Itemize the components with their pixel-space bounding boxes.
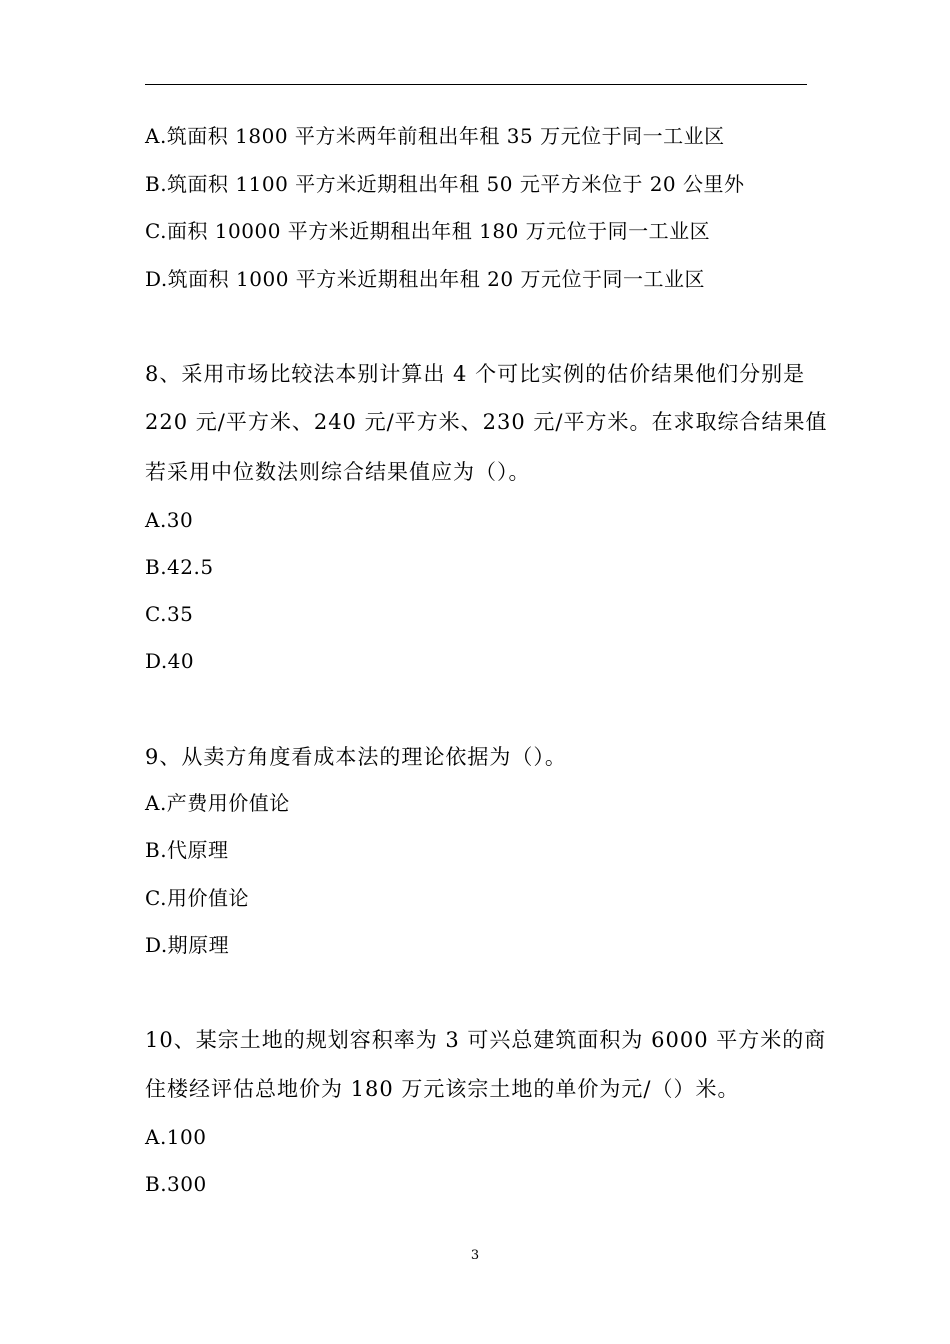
- question-9-option-c: C.用价值论: [145, 886, 249, 910]
- question-10-option-a: A.100: [145, 1125, 207, 1149]
- question-8-option-d: D.40: [145, 649, 195, 673]
- question-8-option-c: C.35: [145, 602, 194, 626]
- question-9-option-b: B.代原理: [145, 838, 229, 862]
- question-8-line-3: 若采用中位数法则综合结果值应为（）。: [145, 460, 531, 484]
- question-8-option-a: A.30: [145, 508, 194, 532]
- prev-option-b: B.筑面积 1100 平方米近期租出年租 50 元平方米位于 20 公里外: [145, 172, 745, 196]
- prev-option-a: A.筑面积 1800 平方米两年前租出年租 35 万元位于同一工业区: [145, 124, 725, 148]
- question-10-line-1: 10、某宗土地的规划容积率为 3 可兴总建筑面积为 6000 平方米的商: [145, 1028, 827, 1052]
- question-9-line-1: 9、从卖方角度看成本法的理论依据为（）。: [145, 745, 567, 769]
- question-8-line-1: 8、采用市场比较法本别计算出 4 个可比实例的估价结果他们分别是: [145, 362, 806, 386]
- prev-option-d: D.筑面积 1000 平方米近期租出年租 20 万元位于同一工业区: [145, 267, 705, 291]
- question-8-option-b: B.42.5: [145, 555, 214, 579]
- question-8-line-2: 220 元/平方米、240 元/平方米、230 元/平方米。在求取综合结果值: [145, 410, 828, 434]
- question-10-line-2: 住楼经评估总地价为 180 万元该宗土地的单价为元/（）米。: [145, 1077, 740, 1101]
- prev-option-c: C.面积 10000 平方米近期租出年租 180 万元位于同一工业区: [145, 219, 711, 243]
- header-rule: [145, 84, 807, 85]
- question-9-option-a: A.产费用价值论: [145, 791, 290, 815]
- question-10-option-b: B.300: [145, 1172, 207, 1196]
- question-9-option-d: D.期原理: [145, 933, 230, 957]
- page-number: 3: [470, 1248, 480, 1263]
